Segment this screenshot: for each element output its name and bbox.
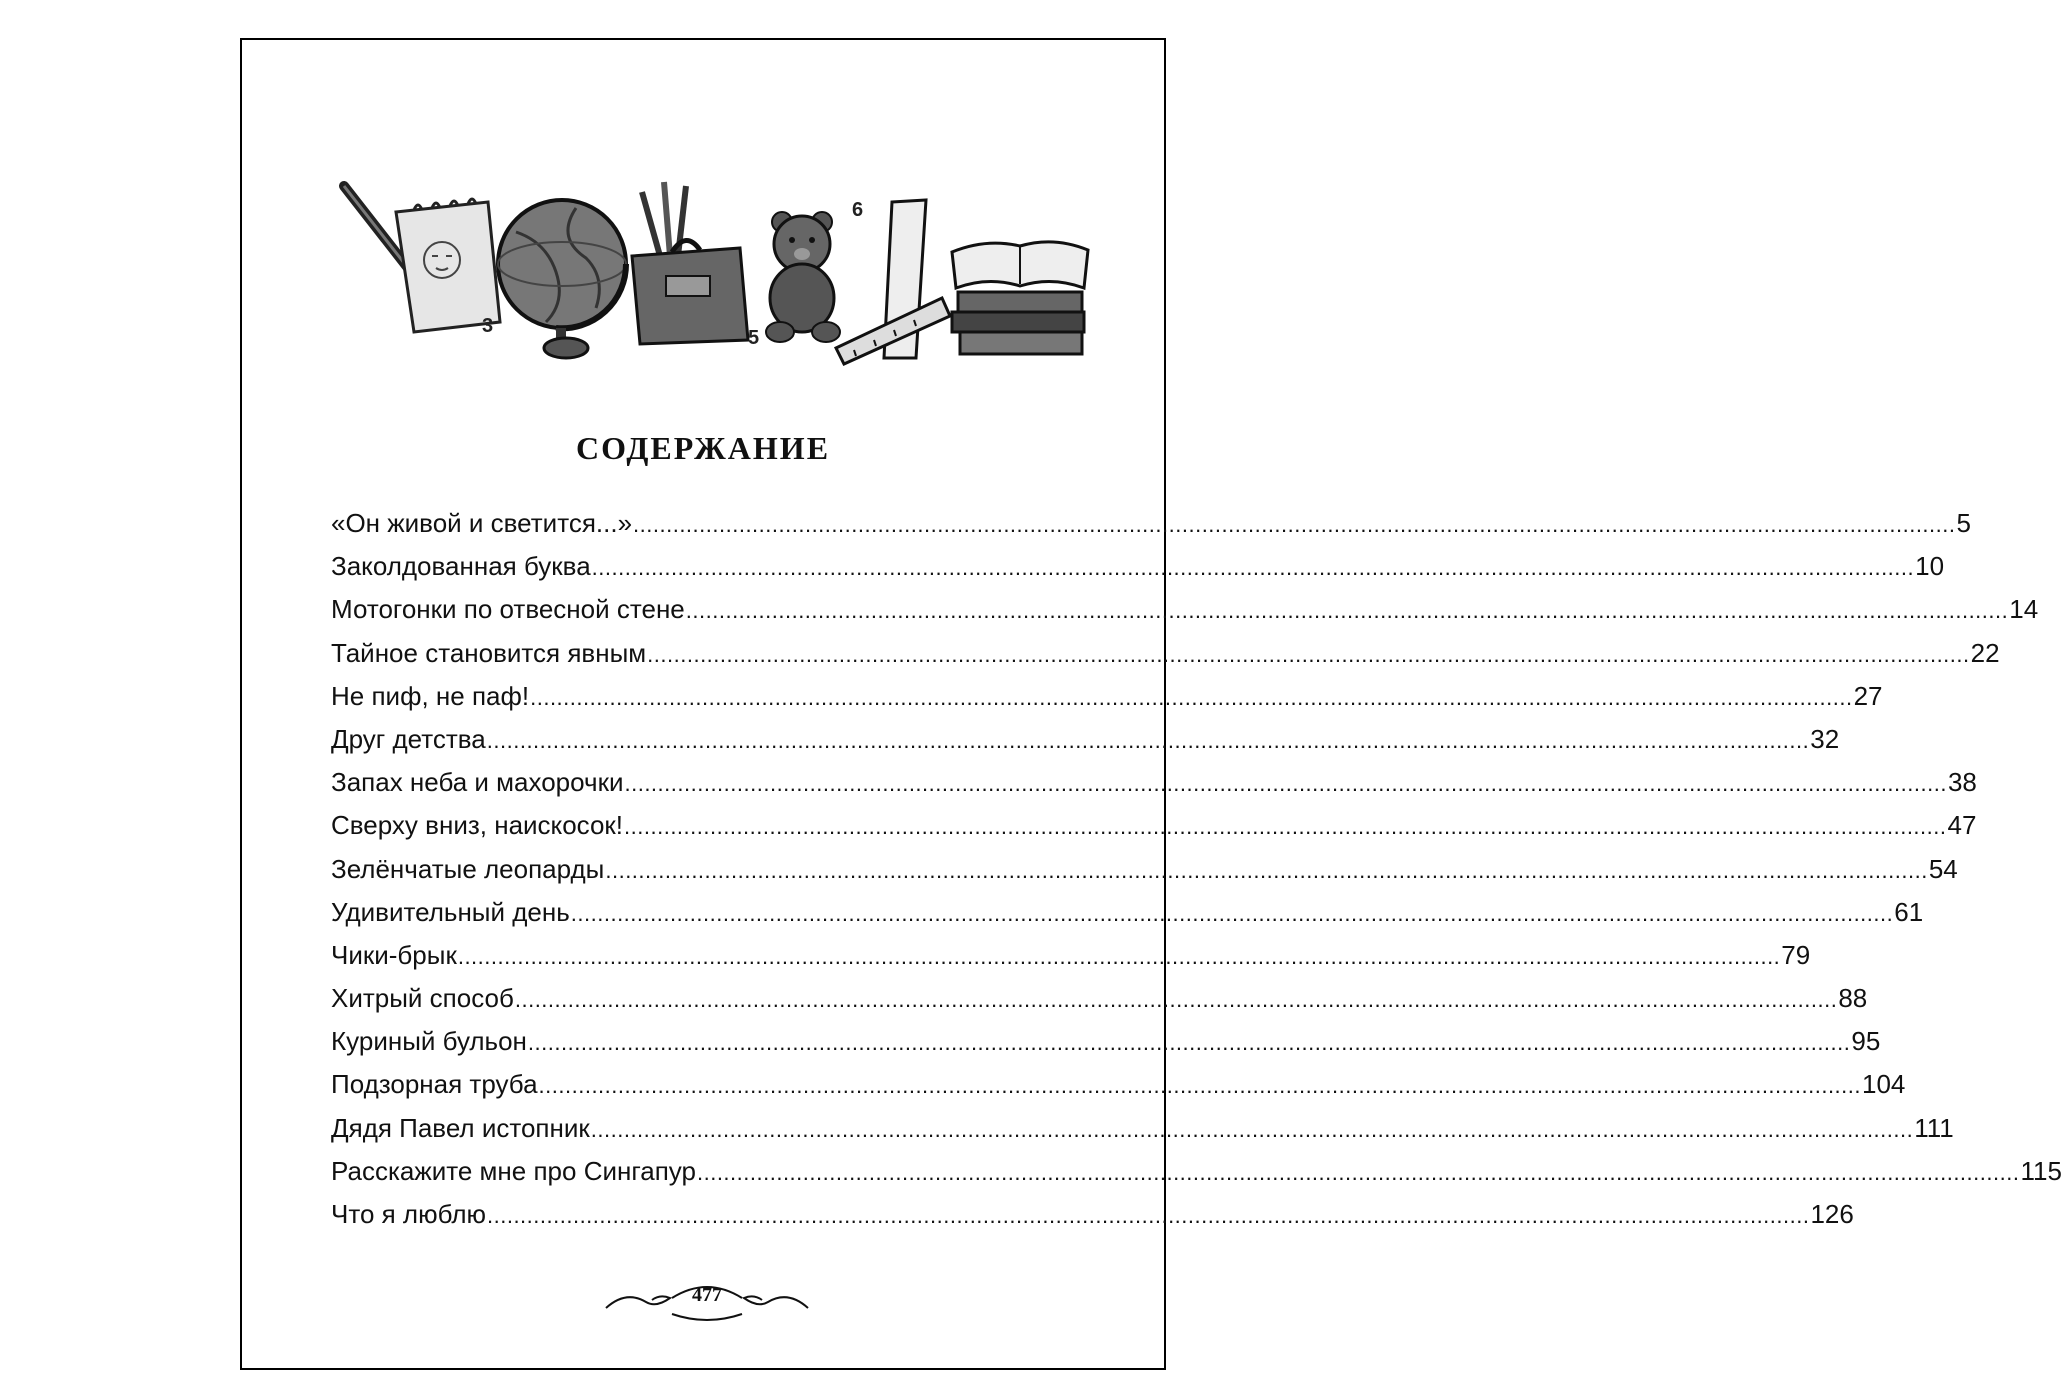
toc-leader-dots: ........................................................................................................................................................................................................ (605, 857, 1928, 883)
toc-entry (331, 853, 1958, 897)
school-items-illustration (336, 172, 1098, 368)
toc-leader-dots: ........................................................................................................................................................................................................ (527, 1030, 1851, 1056)
toc-entry-page: 115 (2020, 1155, 2062, 1186)
toc-leader-dots: ........................................................................................................................................................................................................ (685, 598, 2009, 624)
toc-entry-title: Удивительный день (331, 896, 570, 927)
toc-entry-page: 104 (1862, 1069, 1906, 1100)
toc-entry (331, 1026, 1881, 1069)
digit-3: 3 (482, 315, 494, 337)
toc-entry (331, 1069, 1906, 1112)
toc-entry-title: Что я люблю (331, 1199, 486, 1229)
toc-entry (331, 1155, 2062, 1199)
page-number: 477 (692, 1284, 722, 1306)
table-of-contents (331, 508, 2062, 1242)
page-footer (602, 1278, 812, 1318)
toc-entry-page: 126 (1810, 1199, 1854, 1229)
toc-entry-title: Мотогонки по отвесной стене (331, 594, 685, 625)
toc-entry-title: Друг детства (331, 723, 486, 754)
toc-entry (331, 1199, 1854, 1242)
toc-leader-dots: ........................................................................................................................................................................................................ (624, 771, 1947, 797)
toc-entry-page: 27 (1853, 680, 1883, 711)
toc-entry-page: 38 (1947, 767, 1977, 798)
toc-entry-title: Заколдованная буква (331, 551, 591, 582)
toc-leader-dots: ........................................................................................................................................................................................................ (487, 1203, 1810, 1228)
toc-leader-dots: ........................................................................................................................................................................................................ (696, 1159, 2020, 1185)
toc-leader-dots: ........................................................................................................................................................................................................ (590, 1116, 1914, 1142)
digit-5: 5 (748, 327, 760, 349)
toc-entry-title: Тайное становится явным (331, 637, 647, 668)
toc-entry (331, 637, 2000, 681)
toc-leader-dots: ........................................................................................................................................................................................................ (530, 684, 1853, 710)
toc-entry-page: 95 (1851, 1026, 1881, 1057)
toc-entry-title: «Он живой и светится...» (331, 508, 633, 538)
toc-leader-dots: ........................................................................................................................................................................................................ (457, 943, 1781, 969)
toc-entry-page: 61 (1894, 896, 1924, 927)
books-icon (952, 242, 1088, 354)
toc-entry (331, 983, 1868, 1026)
toc-entry-title: Не пиф, не паф! (331, 680, 530, 711)
toc-entry-title: Сверху вниз, наискосок! (331, 810, 624, 841)
toc-entry-page: 111 (1914, 1112, 1954, 1143)
toc-leader-dots: ........................................................................................................................................................................................................ (633, 512, 1956, 537)
toc-entry (331, 723, 1840, 767)
toc-entry-title: Дядя Павел истопник (331, 1112, 590, 1143)
toc-leader-dots: ........................................................................................................................................................................................................ (591, 555, 1915, 581)
toc-entry-page: 32 (1810, 723, 1840, 754)
toc-entry (331, 767, 1977, 810)
toc-leader-dots: ........................................................................................................................................................................................................ (624, 814, 1947, 840)
toc-entry (331, 939, 1811, 983)
toc-leader-dots: ........................................................................................................................................................................................................ (647, 641, 1970, 667)
toc-entry-title: Хитрый способ (331, 983, 514, 1014)
page-title: СОДЕРЖАНИЕ (575, 430, 831, 466)
toc-entry (331, 551, 1945, 594)
toc-entry-page: 79 (1781, 939, 1811, 970)
teddy-bear-icon (766, 212, 840, 342)
toc-entry-page: 14 (2009, 594, 2039, 625)
toc-entry-title: Куриный бульон (331, 1026, 527, 1057)
toc-leader-dots: ........................................................................................................................................................................................................ (538, 1073, 1862, 1099)
book-page (240, 38, 2062, 1370)
notepad-icon (396, 199, 500, 332)
toc-entry-title: Расскажите мне про Сингапур (331, 1155, 696, 1186)
toc-leader-dots: ........................................................................................................................................................................................................ (514, 987, 1838, 1013)
toc-entry-page: 47 (1947, 810, 1977, 841)
toc-leader-dots: ........................................................................................................................................................................................................ (570, 900, 1894, 926)
toc-entry (331, 1112, 1954, 1156)
toc-entry-title: Подзорная труба (331, 1069, 538, 1100)
toc-entry-page: 5 (1956, 508, 1971, 538)
toc-entry-title: Зелёнчатые леопарды (331, 853, 605, 884)
ruler-triangle-icon (836, 200, 950, 364)
toc-entry (331, 680, 1883, 724)
digit-6: 6 (852, 199, 864, 221)
toc-leader-dots: ........................................................................................................................................................................................................ (486, 727, 1810, 753)
toc-entry-page: 10 (1915, 551, 1945, 582)
toc-entry-title: Чики-брык (331, 939, 457, 970)
toc-entry (331, 594, 2039, 637)
toc-entry (331, 810, 1977, 853)
toc-entry-title: Запах неба и махорочки (331, 767, 624, 798)
toc-entry-page: 54 (1928, 853, 1958, 884)
toc-entry (331, 508, 1971, 551)
schoolbag-icon (632, 182, 748, 344)
toc-entry-page: 88 (1838, 983, 1868, 1014)
toc-entry-page: 22 (1970, 637, 2000, 668)
toc-entry (331, 896, 1924, 940)
globe-icon (498, 200, 626, 358)
